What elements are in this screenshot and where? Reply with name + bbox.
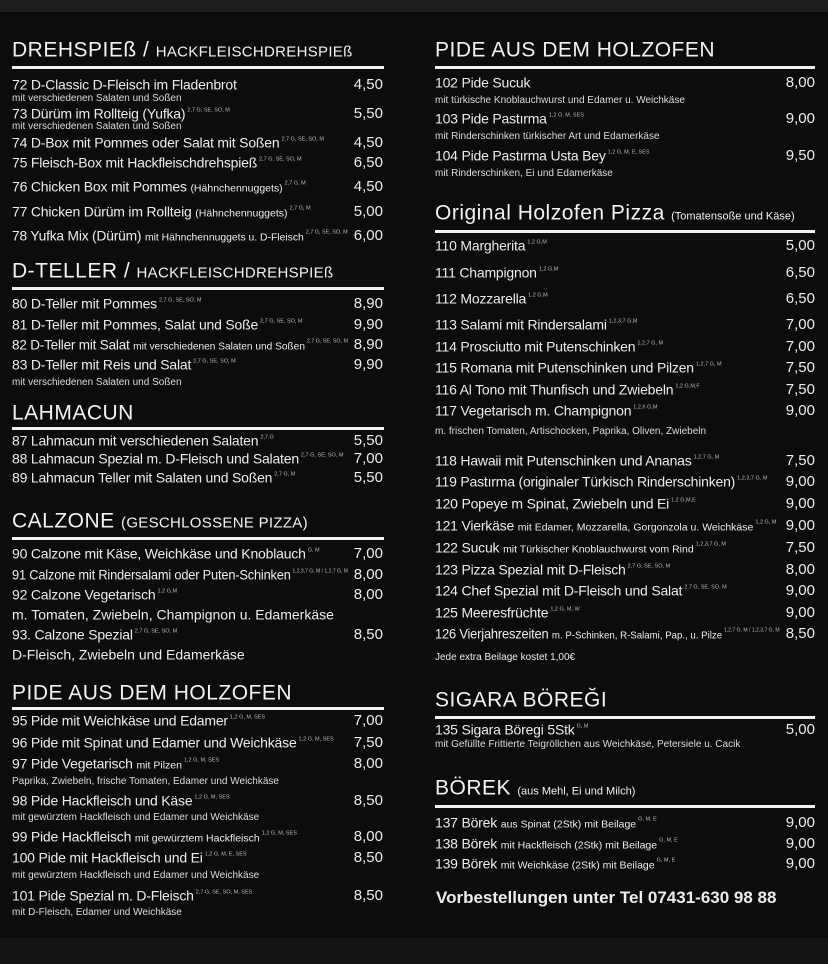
section-heading bbox=[435, 37, 715, 62]
allergen-codes: 1,2 G, M, SES bbox=[229, 714, 266, 721]
item-name: 125 Meeresfrüchte bbox=[435, 604, 549, 621]
item-price: 9,00 bbox=[785, 495, 815, 512]
item-name: 126 Vierjahreszeiten bbox=[435, 625, 549, 642]
allergen-codes: G, M bbox=[576, 723, 589, 730]
item-description: mit verschiedenen Salaten und Soßen bbox=[12, 121, 182, 132]
menu-item bbox=[12, 337, 348, 354]
item-detail: mit Türkischer Knoblauchwurst vom Rind bbox=[503, 543, 694, 556]
menu-item bbox=[12, 756, 219, 773]
allergen-codes: G, M, E bbox=[638, 816, 657, 823]
menu-item bbox=[435, 111, 584, 128]
menu-item bbox=[435, 583, 727, 600]
section-subtitle: (GESCHLOSSENE PIZZA) bbox=[121, 514, 308, 532]
section-heading bbox=[12, 258, 333, 283]
section-heading bbox=[12, 400, 134, 425]
item-name: 120 Popeye m Spinat, Zwiebeln und Ei bbox=[435, 495, 670, 512]
item-name: 101 Pide Spezial m. D-Fleisch bbox=[12, 887, 194, 904]
item-detail: mit verschiedenen Salaten und Soßen bbox=[133, 340, 305, 353]
menu-item bbox=[435, 605, 580, 622]
menu-item bbox=[435, 474, 767, 491]
section-divider bbox=[435, 805, 815, 808]
menu-item bbox=[435, 360, 722, 377]
item-price: 8,50 bbox=[353, 792, 383, 809]
item-price: 8,00 bbox=[353, 828, 383, 845]
menu-item bbox=[12, 451, 343, 468]
section-heading bbox=[435, 775, 635, 800]
menu-item bbox=[435, 856, 675, 873]
item-price: 5,50 bbox=[353, 432, 383, 449]
section-heading bbox=[435, 200, 795, 225]
item-price: 8,00 bbox=[785, 561, 815, 578]
item-name: 96 Pide mit Spinat und Edamer und Weichkäse bbox=[12, 734, 297, 751]
item-price: 5,00 bbox=[353, 203, 383, 220]
item-price: 9,00 bbox=[785, 110, 815, 127]
menu-item bbox=[435, 339, 663, 356]
item-price: 9,00 bbox=[785, 582, 815, 599]
section-divider bbox=[435, 66, 815, 69]
menu-item bbox=[12, 296, 201, 313]
menu-item bbox=[12, 228, 348, 245]
item-detail: mit Hähnchennuggets u. D-Fleisch bbox=[144, 231, 304, 244]
allergen-codes: 2,7 G, SE, SO, M bbox=[193, 358, 236, 365]
item-name: 83 D-Teller mit Reis und Salat bbox=[12, 356, 192, 373]
allergen-codes: 2,7 G, SE, SO, M bbox=[684, 584, 727, 591]
item-price: 7,00 bbox=[785, 316, 815, 333]
item-price: 9,00 bbox=[785, 855, 815, 872]
item-description: mit verschiedenen Salaten und Soßen bbox=[12, 93, 182, 104]
item-name: 80 D-Teller mit Pommes bbox=[12, 295, 157, 312]
allergen-codes: 2,7 G, SE, SO, M, SES bbox=[195, 889, 253, 896]
section-divider bbox=[12, 66, 384, 69]
allergen-codes: 1,2 G, M, E, SES bbox=[607, 149, 650, 156]
menu-item bbox=[12, 77, 237, 94]
item-name: 118 Hawaii mit Putenschinken und Ananas bbox=[435, 452, 692, 469]
section-divider bbox=[12, 537, 384, 540]
section-title: BÖREK bbox=[435, 776, 512, 800]
item-name: 81 D-Teller mit Pommes, Salat und Soße bbox=[12, 316, 259, 333]
menu-item bbox=[12, 546, 320, 563]
menu-item bbox=[435, 496, 696, 513]
item-price: 9,00 bbox=[785, 835, 815, 852]
item-detail: mit Pilzen bbox=[136, 759, 182, 772]
section-divider bbox=[12, 427, 384, 430]
top-band bbox=[0, 0, 828, 12]
item-name: 115 Romana mit Putenschinken und Pilzen bbox=[435, 359, 694, 376]
menu-item bbox=[12, 155, 302, 172]
menu-item bbox=[12, 433, 274, 450]
menu-item bbox=[12, 888, 252, 905]
item-description: mit Rinderschinken, Ei und Edamerkäse bbox=[435, 168, 613, 179]
allergen-codes: 1,2,7 G, M / 1,2,3,7 G, M bbox=[723, 627, 780, 634]
allergen-codes: 1,2 G,M,F bbox=[675, 383, 700, 390]
menu-item bbox=[12, 470, 295, 487]
item-description: mit gewürztem Hackfleisch und Edamer und Weichkäse bbox=[12, 812, 260, 823]
item-name: 139 Börek bbox=[435, 855, 498, 872]
allergen-codes: G, M bbox=[307, 547, 320, 554]
item-price: 8,00 bbox=[785, 74, 815, 91]
item-price: 6,50 bbox=[785, 264, 815, 281]
allergen-codes: 2,7 G, SE, SO, M bbox=[158, 297, 202, 304]
item-price: 4,50 bbox=[353, 134, 383, 151]
item-name: 87 Lahmacun mit verschiedenen Salaten bbox=[12, 432, 259, 449]
section-title: D-TELLER / bbox=[12, 259, 131, 283]
menu-item bbox=[435, 518, 776, 535]
item-price: 8,50 bbox=[785, 625, 815, 642]
item-name: 98 Pide Hackfleisch und Käse bbox=[12, 792, 193, 809]
allergen-codes: 2,7 G, M bbox=[274, 471, 296, 478]
item-detail: mit Edamer, Mozzarella, Gorgonzola u. Weichkäse bbox=[517, 521, 754, 534]
allergen-codes: 1,2 G,M bbox=[157, 588, 178, 595]
section-subtitle: (Tomatensoße und Käse) bbox=[671, 210, 795, 223]
menu-item bbox=[12, 713, 265, 730]
item-name: 117 Vegetarisch m. Champignon bbox=[435, 402, 632, 419]
menu-item bbox=[435, 722, 589, 739]
item-name: 116 Al Tono mit Thunfisch und Zwiebeln bbox=[435, 381, 674, 398]
item-name: 102 Pide Sucuk bbox=[435, 74, 531, 91]
section-title: DREHSPIEß / bbox=[12, 38, 150, 62]
menu-item bbox=[435, 540, 726, 557]
item-price: 5,50 bbox=[353, 469, 383, 486]
item-price: 8,90 bbox=[353, 295, 383, 312]
allergen-codes: 1,2 G,M bbox=[538, 266, 559, 273]
item-name: 138 Börek bbox=[435, 835, 498, 852]
item-price: 5,00 bbox=[785, 237, 815, 254]
item-name: 103 Pide Pastırma bbox=[435, 110, 547, 127]
allergen-codes: 2,7 G, SE, SO, M bbox=[259, 156, 302, 163]
allergen-codes: 2,7 G, M bbox=[284, 180, 306, 187]
item-name: 77 Chicken Dürüm im Rollteig bbox=[12, 203, 192, 220]
allergen-codes: G, M, E bbox=[659, 837, 678, 844]
allergen-codes: 1,2,7 G, M bbox=[695, 361, 722, 368]
item-name: 137 Börek bbox=[435, 814, 498, 831]
item-name: 90 Calzone mit Käse, Weichkäse und Knoblauch bbox=[12, 545, 306, 562]
allergen-codes: 1,2 G,M bbox=[527, 239, 547, 246]
item-description: mit Rinderschinken türkischer Art und Edamerkäse bbox=[435, 131, 660, 142]
item-price: 8,00 bbox=[353, 755, 383, 772]
menu-item bbox=[435, 317, 638, 334]
item-description: m. frischen Tomaten, Artischocken, Paprika, Oliven, Zwiebeln bbox=[435, 426, 707, 437]
preorder-phone-text: Vorbestellungen unter Tel 07431-630 98 88 bbox=[436, 887, 777, 907]
menu-item bbox=[12, 829, 297, 846]
menu-item bbox=[435, 291, 548, 308]
item-detail: mit Hackfleisch (2Stk) mit Beilage bbox=[500, 839, 658, 852]
allergen-codes: 2,7 G, M bbox=[289, 205, 311, 212]
item-detail: mit gewürztem Hackfleisch bbox=[134, 832, 260, 845]
item-price: 5,50 bbox=[353, 105, 383, 122]
item-name: 110 Margherita bbox=[435, 237, 526, 254]
item-name: 72 D-Classic D-Fleisch im Fladenbrot bbox=[12, 76, 237, 93]
section-heading bbox=[435, 687, 607, 712]
item-name: 111 Champignon bbox=[435, 264, 537, 281]
item-description: mit D-Fleisch, Edamer und Weichkäse bbox=[12, 907, 182, 918]
item-name: 89 Lahmacun Teller mit Salaten und Soßen bbox=[12, 469, 273, 486]
item-description: mit türkische Knoblauchwurst und Edamer u. Weichkäse bbox=[435, 95, 685, 106]
allergen-codes: 1,2 G, M, SES bbox=[261, 830, 297, 837]
menu-item bbox=[435, 382, 700, 399]
allergen-codes: 1,2 G, M, SES bbox=[183, 757, 220, 764]
item-price: 9,90 bbox=[353, 356, 383, 373]
extra-topping-note: Jede extra Beilage kostet 1,00€ bbox=[435, 652, 576, 663]
item-price: 7,50 bbox=[353, 734, 383, 751]
item-name: 119 Pastırma (originaler Türkisch Rinderschinken) bbox=[435, 473, 736, 490]
menu-item bbox=[12, 793, 230, 810]
item-name: 75 Fleisch-Box mit Hackfleischdrehspieß bbox=[12, 154, 258, 171]
allergen-codes: 1,2 G, M, SES bbox=[548, 112, 584, 119]
item-name: 93. Calzone Spezial bbox=[12, 626, 133, 643]
item-price: 7,50 bbox=[785, 539, 815, 556]
menu-item bbox=[12, 204, 311, 221]
allergen-codes: 2,7 G, SE, SO, M bbox=[134, 628, 178, 635]
section-subtitle: (aus Mehl, Ei und Milch) bbox=[517, 785, 636, 798]
section-heading bbox=[12, 680, 292, 705]
item-price: 8,50 bbox=[353, 849, 383, 866]
item-name: 73 Dürüm im Rollteig (Yufka) bbox=[12, 105, 186, 122]
section-title: CALZONE bbox=[12, 509, 115, 533]
allergen-codes: 1,2,7 G, M bbox=[637, 340, 664, 347]
section-subtitle: HACKFLEISCHDREHSPIEß bbox=[136, 264, 334, 282]
menu-item bbox=[435, 626, 780, 643]
allergen-codes: 1,2,3,7 G, M / 1,2,7 G, M bbox=[292, 568, 348, 575]
item-name: 99 Pide Hackfleisch bbox=[12, 828, 132, 845]
menu-item bbox=[435, 148, 650, 165]
item-price: 9,00 bbox=[785, 402, 815, 419]
menu-item bbox=[435, 453, 719, 470]
item-price: 8,90 bbox=[353, 336, 383, 353]
item-price: 7,50 bbox=[785, 452, 815, 469]
allergen-codes: 2,7 G, SE, SO, M bbox=[260, 318, 303, 325]
menu-item bbox=[435, 562, 670, 579]
item-price: 9,00 bbox=[785, 473, 815, 490]
allergen-codes: 1,2,3,7 G, M bbox=[695, 541, 726, 548]
item-description: mit gewürztem Hackfleisch und Edamer und Weichkäse bbox=[12, 870, 260, 881]
allergen-codes: 1,2,7 G, M bbox=[693, 454, 720, 461]
item-description: Paprika, Zwiebeln, frische Tomaten, Edamer und Weichkäse bbox=[12, 776, 279, 787]
allergen-codes: 1,2 G, M, E, SES bbox=[204, 851, 247, 858]
item-price: 8,50 bbox=[353, 626, 383, 643]
allergen-codes: 1,2 G, M bbox=[755, 519, 777, 526]
item-name: 91 Calzone mit Rindersalami oder Puten-Schinken bbox=[12, 566, 291, 583]
item-description: mit verschiedenen Salaten und Soßen bbox=[12, 377, 182, 388]
item-name: 95 Pide mit Weichkäse und Edamer bbox=[12, 712, 228, 729]
item-name: 82 D-Teller mit Salat bbox=[12, 336, 130, 353]
item-name: 113 Salami mit Rindersalami bbox=[435, 316, 607, 333]
section-title: Original Holzofen Pizza bbox=[435, 201, 665, 225]
item-price: 6,50 bbox=[353, 154, 383, 171]
menu-item bbox=[435, 75, 530, 92]
item-name: 88 Lahmacun Spezial m. D-Fleisch und Salaten bbox=[12, 450, 299, 467]
allergen-codes: 1,2 G, M, SES bbox=[194, 794, 230, 801]
item-price: 6,50 bbox=[785, 290, 815, 307]
item-price: 4,50 bbox=[353, 76, 383, 93]
menu-item bbox=[12, 135, 324, 152]
item-description: mit Gefüllte Frittierte Teigröllchen aus Weichkäse, Petersiele u. Cacik bbox=[435, 739, 741, 750]
item-detail: aus Spinat (2Stk) mit Beilage bbox=[500, 818, 637, 831]
item-price: 7,50 bbox=[785, 359, 815, 376]
allergen-codes: 1,2,3,7 G,M bbox=[608, 318, 638, 325]
section-divider bbox=[435, 230, 815, 233]
item-detail: m. P-Schinken, R-Salami, Pap., u. Pilze bbox=[551, 629, 723, 642]
menu-item bbox=[12, 357, 236, 374]
bottom-band bbox=[0, 938, 828, 964]
item-price: 9,00 bbox=[785, 604, 815, 621]
allergen-codes: 1,2 G,M,E bbox=[671, 497, 696, 504]
allergen-codes: 2,7 G, SE, SO, M bbox=[300, 452, 344, 459]
section-divider bbox=[12, 707, 384, 710]
item-name: 92 Calzone Vegetarisch bbox=[12, 586, 156, 603]
section-title: LAHMACUN bbox=[12, 401, 134, 425]
item-description: m. Tomaten, Zwiebeln, Champignon u. Edamerkäse bbox=[12, 606, 334, 623]
item-price: 8,00 bbox=[353, 566, 383, 583]
allergen-codes: 2,7 G, SE, SO, M bbox=[281, 136, 324, 143]
menu-item bbox=[435, 836, 678, 853]
item-name: 100 Pide mit Hackfleisch und Ei bbox=[12, 849, 203, 866]
item-price: 9,90 bbox=[353, 316, 383, 333]
section-title: PIDE AUS DEM HOLZOFEN bbox=[435, 38, 716, 62]
section-title: SIGARA BÖREĞI bbox=[435, 688, 608, 712]
allergen-codes: 2,7 G bbox=[260, 434, 274, 441]
item-price: 7,50 bbox=[785, 381, 815, 398]
item-name: 78 Yufka Mix (Dürüm) bbox=[12, 227, 142, 244]
allergen-codes: G, M, E bbox=[656, 857, 676, 864]
section-heading bbox=[12, 37, 353, 62]
menu-item bbox=[435, 815, 657, 832]
section-title: PIDE AUS DEM HOLZOFEN bbox=[12, 681, 293, 705]
allergen-codes: 2,7 G, SE, SO, M bbox=[187, 107, 230, 114]
item-price: 4,50 bbox=[353, 178, 383, 195]
menu-item bbox=[435, 403, 657, 420]
menu-item bbox=[12, 317, 303, 334]
item-name: 124 Chef Spezial mit D-Fleisch und Salat bbox=[435, 582, 683, 599]
allergen-codes: 1,2 G, M, SES bbox=[298, 736, 334, 743]
section-heading bbox=[12, 508, 308, 533]
item-name: 114 Prosciutto mit Putenschinken bbox=[435, 338, 636, 355]
section-divider bbox=[435, 716, 815, 719]
menu-item bbox=[12, 850, 247, 867]
allergen-codes: 1,2,6 G,M bbox=[633, 404, 658, 411]
section-divider bbox=[12, 287, 384, 290]
menu-item bbox=[435, 265, 558, 282]
item-price: 9,00 bbox=[785, 814, 815, 831]
menu-item bbox=[12, 627, 177, 644]
item-price: 7,00 bbox=[353, 545, 383, 562]
allergen-codes: 1,2,3,7 G, M bbox=[737, 475, 768, 482]
item-detail: (Hähnchennuggets) bbox=[195, 207, 288, 220]
item-name: 76 Chicken Box mit Pommes bbox=[12, 178, 187, 195]
item-name: 121 Vierkäse bbox=[435, 517, 515, 534]
menu-item bbox=[12, 735, 334, 752]
allergen-codes: 2,7 G, SE, SO, M bbox=[306, 338, 348, 345]
allergen-codes: 2,7 G, SE, SO, M bbox=[627, 563, 671, 570]
item-price: 7,00 bbox=[353, 712, 383, 729]
menu-item bbox=[12, 567, 348, 584]
allergen-codes: 2,7 G, SE, SO, M bbox=[305, 229, 348, 236]
menu-item bbox=[12, 106, 230, 123]
item-price: 8,50 bbox=[353, 887, 383, 904]
item-price: 7,00 bbox=[785, 338, 815, 355]
section-subtitle: HACKFLEISCHDREHSPIEß bbox=[155, 43, 353, 61]
item-price: 5,00 bbox=[785, 721, 815, 738]
item-name: 97 Pide Vegetarisch bbox=[12, 755, 133, 772]
item-description: D-Fleisch, Zwiebeln und Edamerkäse bbox=[12, 646, 245, 663]
item-name: 104 Pide Pastırma Usta Bey bbox=[435, 147, 606, 164]
allergen-codes: 1,2 G,M bbox=[528, 292, 548, 299]
item-price: 9,00 bbox=[785, 517, 815, 534]
item-name: 135 Sigara Böregi 5Stk bbox=[435, 721, 575, 738]
menu-item bbox=[12, 587, 177, 604]
item-detail: (Hähnchennuggets) bbox=[190, 182, 283, 195]
item-price: 6,00 bbox=[353, 227, 383, 244]
item-name: 122 Sucuk bbox=[435, 539, 500, 556]
item-name: 112 Mozzarella bbox=[435, 290, 527, 307]
item-price: 8,00 bbox=[353, 586, 383, 603]
item-price: 9,50 bbox=[785, 147, 815, 164]
item-price: 7,00 bbox=[353, 450, 383, 467]
item-detail: mit Weichkäse (2Stk) mit Beilage bbox=[500, 859, 655, 872]
allergen-codes: 1,2 G, M, W bbox=[550, 606, 580, 613]
menu-item bbox=[435, 238, 547, 255]
item-name: 74 D-Box mit Pommes oder Salat mit Soßen bbox=[12, 134, 280, 151]
item-name: 123 Pizza Spezial mit D-Fleisch bbox=[435, 561, 626, 578]
menu-item bbox=[12, 179, 306, 196]
